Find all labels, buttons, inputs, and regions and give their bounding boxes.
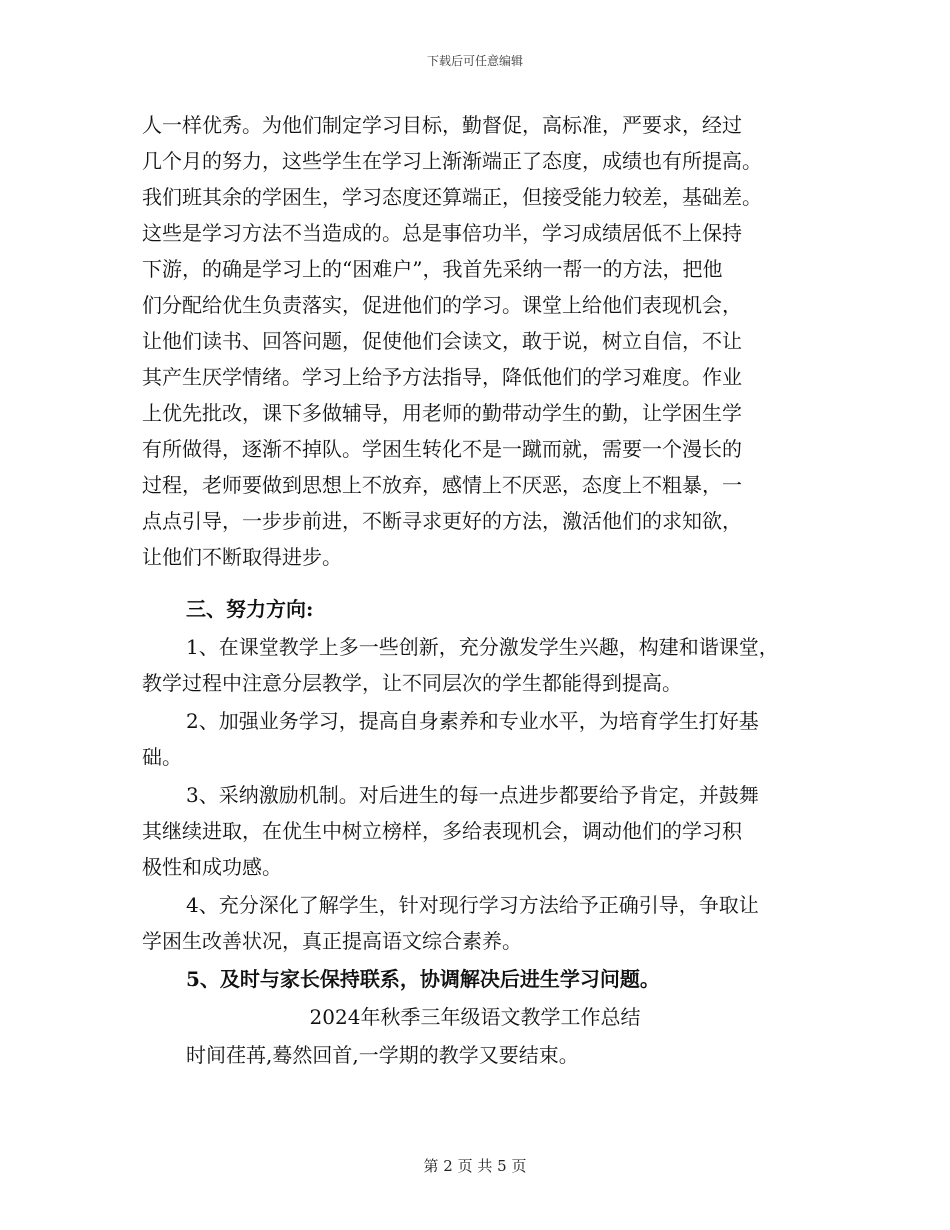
paragraph-line: 让他们不断取得进步。 [142,545,342,569]
document-title: 2024年秋季三年级语文教学工作总结 [309,1005,641,1029]
paragraph-line: 下游，的确是学习上的“困难户”，我首先采纳一帮一的方法，把他 [142,257,723,281]
list-item-line: 学困生改善状况，真正提高语文综合素养。 [142,929,522,953]
paragraph-line: 让他们读书、回答问题，促使他们会读文，敢于说，树立自信，不让 [142,329,742,353]
paragraph-line: 点点引导，一步步前进，不断寻求更好的方法，激活他们的求知欲， [142,509,742,533]
page-header: 下载后可任意编辑 [426,54,523,68]
list-item-line: 极性和成功感。 [142,855,282,879]
list-item-line: 4、充分深化了解学生，针对现行学习方法给予正确引导，争取让 [186,893,759,917]
list-item-line: 1、在课堂教学上多一些创新，充分激发学生兴趣，构建和谐课堂， [186,635,779,659]
paragraph-line: 过程，老师要做到思想上不放弃，感情上不厌恶，态度上不粗暴，一 [142,473,742,497]
paragraph-line: 几个月的努力，这些学生在学习上渐渐端正了态度，成绩也有所提高。 [142,149,762,173]
paragraph-line: 我们班其余的学困生，学习态度还算端正，但接受能力较差，基础差。 [142,185,762,209]
paragraph-line: 人一样优秀。为他们制定学习目标，勤督促，高标准，严要求，经过 [142,113,742,137]
page-footer: 第 2 页 共 5 页 [423,1157,527,1175]
list-item-line: 2、加强业务学习，提高自身素养和专业水平，为培育学生打好基 [186,709,759,733]
list-item-bold: 5、及时与家长保持联系，协调解决后进生学习问题。 [186,967,660,991]
list-item-line: 教学过程中注意分层教学，让不同层次的学生都能得到提高。 [142,671,682,695]
paragraph-line: 这些是学习方法不当造成的。总是事倍功半，学习成绩居低不上保持 [142,221,742,245]
paragraph-line: 有所做得，逐渐不掉队。学困生转化不是一蹴而就，需要一个漫长的 [142,437,742,461]
list-item-line: 础。 [142,745,182,769]
list-item-line: 3、采纳激励机制。对后进生的每一点进步都要给予肯定，并鼓舞 [186,783,759,807]
paragraph-line: 上优先批改，课下多做辅导，用老师的勤带动学生的勤，让学困生学 [142,401,742,425]
paragraph-line: 们分配给优生负责落实，促进他们的学习。课堂上给他们表现机会， [142,293,742,317]
paragraph-line: 其产生厌学情绪。学习上给予方法指导，降低他们的学习难度。作业 [142,365,742,389]
paragraph-line: 时间荏苒,蓦然回首,一学期的教学又要结束。 [186,1043,579,1067]
list-item-line: 其继续进取，在优生中树立榜样，多给表现机会，调动他们的学习积 [142,819,742,843]
section-heading: 三、努力方向: [186,597,314,621]
